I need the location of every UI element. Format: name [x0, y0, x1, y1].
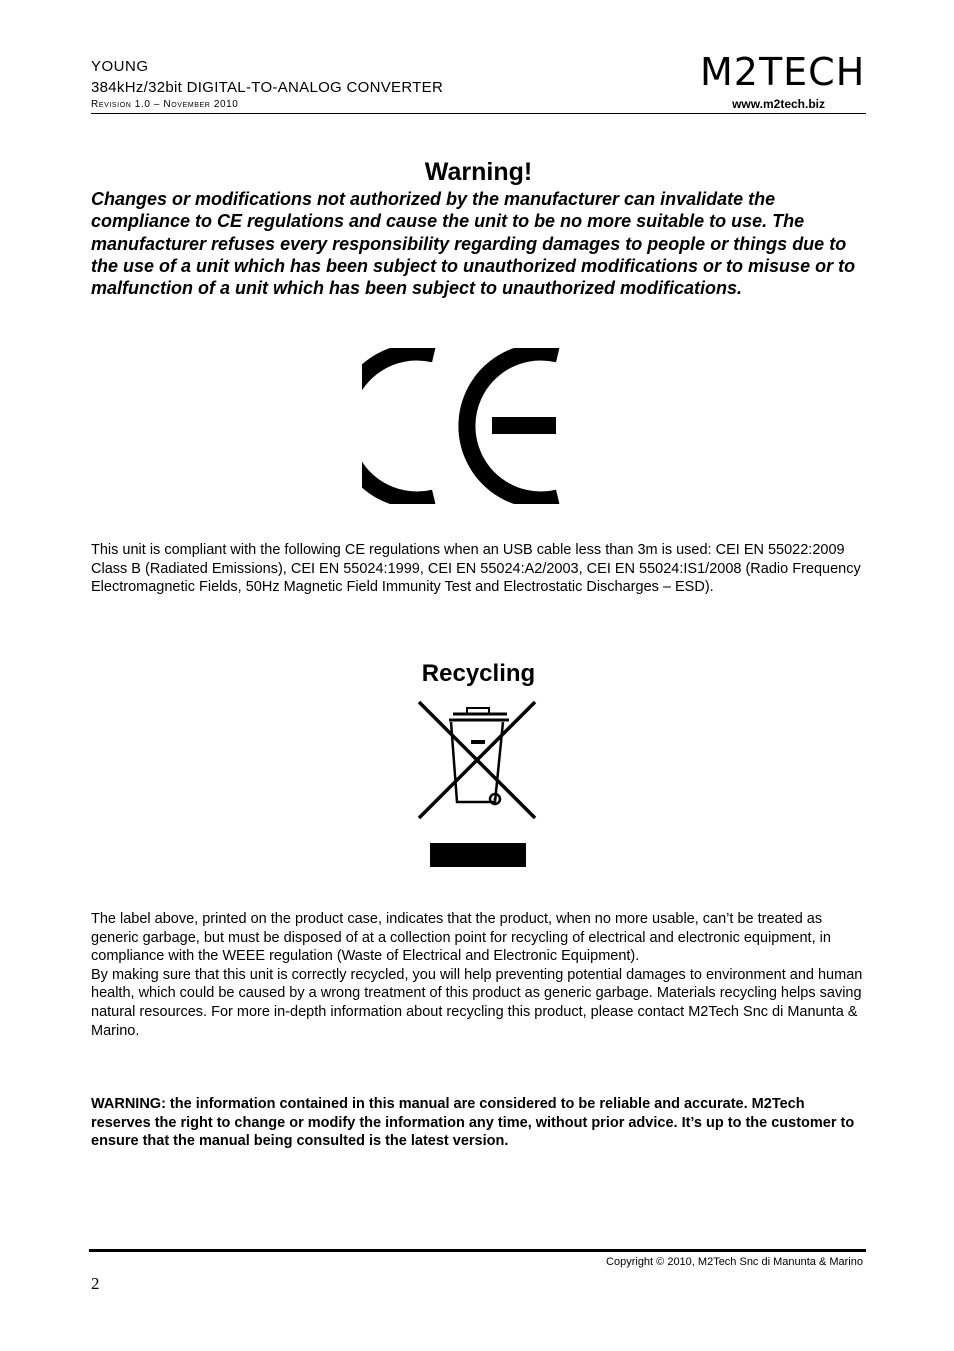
website-link[interactable]: www.m2tech.biz — [732, 97, 825, 111]
weee-bar — [430, 843, 526, 867]
recycling-heading: Recycling — [421, 660, 536, 687]
product-name: YOUNG — [91, 58, 149, 75]
recycling-paragraph-1: The label above, printed on the product case, indicates that the product, when no more usable, can’t be treated as generic garbage, but must be disposed of at a collection point for recycling of electrical and electronic equipment, in compliance with the WEEE regulation (Waste of Electrical and Electronic Equipment). — [91, 911, 831, 965]
revision-info: Revision 1.0 – November 2010 — [91, 99, 239, 110]
footer-divider — [89, 1249, 866, 1252]
ce-compliance-text: This unit is compliant with the following CE regulations when an USB cable less than 3m is used: CEI EN 55022:2009 Class B (Radiated Emissions), CEI EN 55024:1999, CEI EN 55024:A2/2003, CEI EN 55024:IS1/2008 (Radio Frequency Electromagnetic Fields, 50Hz Magnetic Field Immunity Test and Electrostatic Discharges – ESD). — [91, 542, 861, 596]
recycling-paragraph-2: By making sure that this unit is correctly recycled, you will help preventing potential damages to environment and human health, which could be caused by a wrong treatment of this product as generic garbage. Materials recycling helps saving natural resources. For more in-depth information about recycling this product, please contact M2Tech Snc di Manunta & Marino. — [91, 966, 863, 1039]
crossed-out-bin-icon — [415, 698, 539, 822]
copyright-text: Copyright © 2010, M2Tech Snc di Manunta & Marino — [606, 1256, 863, 1268]
product-subtitle: 384kHz/32bit DIGITAL-TO-ANALOG CONVERTER — [91, 79, 444, 96]
warning-text: Changes or modifications not authorized by the manufacturer can invalidate the compliance to CE regulations and cause the unit to be no more suitable to use. The manufacturer refuses every responsibility regarding damages to people or things due to the use of a unit which has been subject to unauthorized modifications or to misuse or to malfunction of a unit which has been subject to unauthorized modifications. — [91, 189, 856, 299]
recycling-text — [91, 910, 866, 1040]
page-number: 2 — [91, 1274, 100, 1293]
disclaimer-text: WARNING: the information contained in this manual are considered to be reliable and accurate. M2Tech reserves the right to change or modify the information any time, without prior advice. It’s up to the customer to ensure that the manual being consulted is the latest version. — [91, 1096, 855, 1150]
ce-mark-icon — [362, 348, 584, 504]
m2tech-logo: M2TECH — [700, 50, 866, 94]
warning-heading: Warning! — [424, 158, 533, 186]
header-divider — [91, 113, 866, 114]
